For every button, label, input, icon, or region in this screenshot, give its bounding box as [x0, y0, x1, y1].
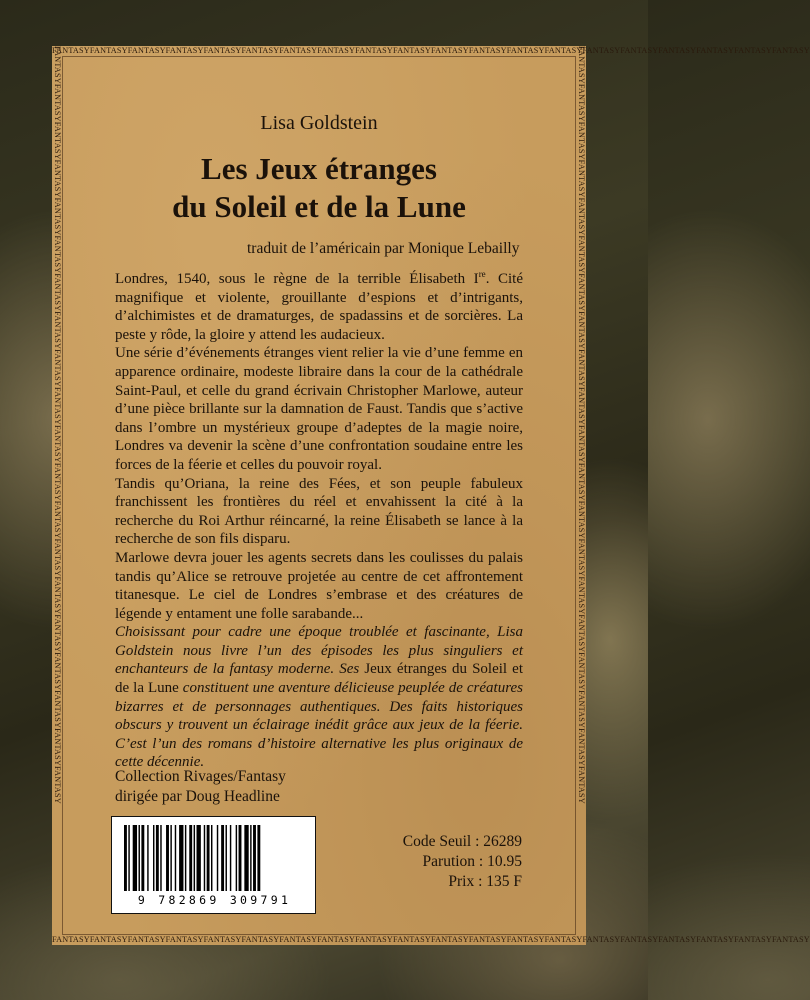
barcode-bar: [170, 825, 171, 891]
parution-date: Parution : 10.95: [422, 853, 522, 870]
author-name: Lisa Goldstein: [260, 112, 378, 134]
barcode-bar: [217, 825, 218, 891]
code-seuil: Code Seuil : 26289: [402, 833, 522, 850]
barcode-bar: [236, 825, 237, 891]
price-codes: [403, 832, 522, 892]
barcode-bar: [244, 825, 248, 891]
border-text-left: FANTASYFANTASYFANTASYFANTASYFANTASYFANTASYFANTASYFANTASYFANTASYFANTASYFANTASYFANTASYFANTASYFANTASYFANTASYFANTASYFANTASYFANTASYFANTASYFANTASY: [53, 46, 62, 804]
barcode: [111, 816, 316, 914]
barcode-bar: [133, 825, 137, 891]
barcode-bar: [124, 825, 127, 891]
barcode-bar: [194, 825, 195, 891]
barcode-bar: [257, 825, 260, 891]
blurb-paragraph-1: [115, 270, 523, 344]
blurb-p5-book-title: Jeux étranges du Soleil et de la Lune: [115, 661, 524, 697]
border-text-right: FANTASYFANTASYFANTASYFANTASYFANTASYFANTASYFANTASYFANTASYFANTASYFANTASYFANTASYFANTASYFANTASYFANTASYFANTASYFANTASYFANTASYFANTASYFANTASYFANTASY: [577, 46, 586, 804]
barcode-bar: [139, 825, 140, 891]
blurb: [115, 270, 523, 772]
barcode-bar: [179, 825, 183, 891]
barcode-bar: [230, 825, 231, 891]
book-title: [52, 150, 586, 226]
blurb-p5-italic: Choisissant pour cadre une époque troublée et fascinante, Lisa Goldstein nous livre l’un des épisodes les plus singuliers et enchanteurs de la fantasy moderne. Ses: [115, 624, 523, 678]
blurb-paragraph-4: Marlowe devra jouer les agents secrets dans les coulisses du palais tandis qu’Alice se retrouve projetée au centre de cet affrontement titanesque. Le ciel de Londres s’embrase et des créatures de légende y entament une folle sarabande...: [115, 549, 523, 622]
back-cover-panel: [52, 46, 810, 945]
barcode-digits: 9 782869 309791: [137, 893, 292, 907]
barcode-bar: [156, 825, 159, 891]
barcode-bar: [160, 825, 161, 891]
blurb-p5-italic-cont: constituent une aventure délicieuse peuplée de créatures bizarres et de personnages authentiques. Des faits historiques obscurs y trouvent un éclairage inédit grâce aux jeux de la féerie. C’est l’un des romans d’histoire alternative les plus originaux de cette décennie.: [115, 680, 523, 771]
blurb-paragraph-3: Tandis qu’Oriana, la reine des Fées, et son peuple fabuleux franchissent les frontières du réel et envahissent la cité à la recherche du Roi Arthur réincarné, la reine Élisabeth se lance à la recherche de son fils disparu.: [115, 475, 523, 548]
barcode-bar: [128, 825, 129, 891]
barcode-bar: [166, 825, 169, 891]
title-line-1: Les Jeux étranges: [201, 151, 437, 186]
collection-editor: dirigée par Doug Headline: [115, 788, 280, 805]
barcode-bar: [175, 825, 176, 891]
barcode-bar: [239, 825, 242, 891]
barcode-bar: [147, 825, 148, 891]
blurb-paragraph-2: Une série d’événements étranges vient relier la vie d’une femme en apparence ordinaire, modeste libraire dans la cour de la cathédrale Saint-Paul, et celle du grand écrivain Christopher Marlowe, auteur d’une pièce brillante sur la damnation de Faust. Tandis que s’active dans l’ombre un mystérieux groupe d’adeptes de la magie noire, Londres va devenir la scène d’une confrontation soudaine entre les forces de la féerie et celles du pouvoir royal.: [115, 345, 523, 473]
barcode-bar: [185, 825, 186, 891]
blurb-p1-text: Londres, 1540, sous le règne de la terrible Élisabeth I: [115, 271, 479, 287]
blurb-p1-sup: re: [478, 269, 486, 279]
barcode-bar: [250, 825, 251, 891]
blurb-p1-text-cont: . Cité magnifique et violente, grouillante d’espions et d’intrigants, d’alchimistes et de dramaturges, de spadassins et de sorcières. La peste y rôde, la gloire y attend les audacieux.: [115, 271, 524, 343]
barcode-bar: [253, 825, 256, 891]
border-text-bottom: FANTASYFANTASYFANTASYFANTASYFANTASYFANTASYFANTASYFANTASYFANTASYFANTASYFANTASYFANTASYFANTASYFANTASYFANTASYFANTASYFANTASYFANTASYFANTASYFANTASY: [52, 935, 810, 944]
translator-credit: traduit de l’américain par Monique Lebailly: [247, 240, 520, 257]
collection-info: [115, 767, 286, 807]
price: Prix : 135 F: [448, 873, 522, 890]
barcode-bar: [207, 825, 210, 891]
barcode-bar: [141, 825, 144, 891]
blurb-paragraph-5: [115, 623, 523, 772]
border-text-top: FANTASYFANTASYFANTASYFANTASYFANTASYFANTASYFANTASYFANTASYFANTASYFANTASYFANTASYFANTASYFANTASYFANTASYFANTASYFANTASYFANTASYFANTASYFANTASYFANTASY: [52, 46, 810, 55]
barcode-bars: [122, 825, 307, 891]
collection-name: Collection Rivages/Fantasy: [115, 768, 286, 785]
barcode-bar: [189, 825, 192, 891]
barcode-bar: [204, 825, 205, 891]
barcode-bar: [197, 825, 201, 891]
barcode-bar: [226, 825, 227, 891]
barcode-bar: [153, 825, 154, 891]
title-line-2: du Soleil et de la Lune: [172, 189, 466, 224]
barcode-bar: [211, 825, 212, 891]
barcode-bar: [221, 825, 224, 891]
